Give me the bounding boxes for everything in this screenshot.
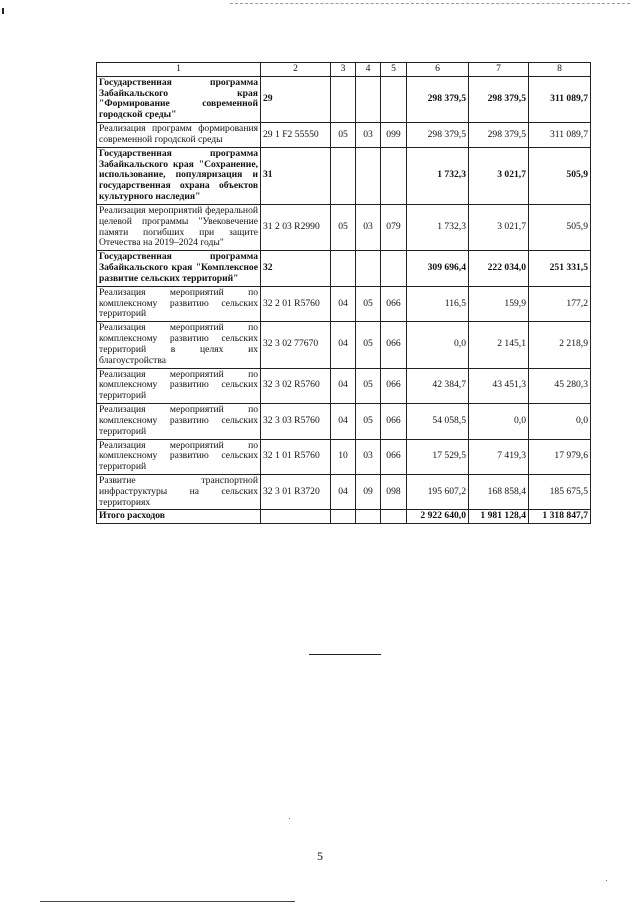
scan-top-line	[230, 3, 630, 4]
row-code: 29 1 F2 55550	[261, 123, 331, 148]
column-number-4: 4	[356, 63, 381, 77]
row-expense-type: 066	[381, 322, 407, 368]
total-value-6: 2 922 640,0	[407, 510, 469, 524]
row-code: 29	[261, 76, 331, 122]
row-code: 32	[261, 251, 331, 286]
row-value-6: 54 058,5	[407, 404, 469, 439]
row-value-7: 7 419,3	[469, 439, 529, 474]
row-name: Реализация мероприятий по комплексному развитию сельских территорий	[97, 404, 261, 439]
row-name: Развитие транспортной инфраструктуры на сельских территориях	[97, 474, 261, 509]
row-subsection: 05	[356, 322, 381, 368]
column-number-5: 5	[381, 63, 407, 77]
program-row	[97, 251, 591, 286]
row-value-8: 0,0	[529, 404, 591, 439]
row-section: 04	[331, 404, 356, 439]
row-subsection	[356, 251, 381, 286]
row-code: 32 3 01 R3720	[261, 474, 331, 509]
row-value-6: 0,0	[407, 322, 469, 368]
row-value-6: 195 607,2	[407, 474, 469, 509]
row-value-8: 2 218,9	[529, 322, 591, 368]
row-expense-type: 066	[381, 286, 407, 321]
total-code	[261, 510, 331, 524]
row-code: 32 1 01 R5760	[261, 439, 331, 474]
row-value-7: 168 858,4	[469, 474, 529, 509]
total-section	[331, 510, 356, 524]
row-value-6: 309 696,4	[407, 251, 469, 286]
row-name: Государственная программа Забайкальского края "Формирование современной городской среды"	[97, 76, 261, 122]
row-value-6: 298 379,5	[407, 123, 469, 148]
row-value-6: 42 384,7	[407, 368, 469, 403]
row-section: 10	[331, 439, 356, 474]
total-value-8: 1 318 847,7	[529, 510, 591, 524]
row-name: Реализация мероприятий по комплексному развитию сельских территорий	[97, 286, 261, 321]
row-name: Реализация мероприятий федеральной целевой программы "Увековечение памяти погибших при защите Отечества на 2019–2024 годы"	[97, 204, 261, 250]
row-expense-type: 066	[381, 368, 407, 403]
table-row	[97, 123, 591, 148]
row-code: 31	[261, 147, 331, 204]
row-expense-type	[381, 251, 407, 286]
row-subsection: 05	[356, 404, 381, 439]
row-section	[331, 147, 356, 204]
column-number-row	[97, 63, 591, 77]
table-row	[97, 474, 591, 509]
row-expense-type: 066	[381, 439, 407, 474]
row-value-7: 298 379,5	[469, 76, 529, 122]
column-number-1: 1	[97, 63, 261, 77]
row-code: 31 2 03 R2990	[261, 204, 331, 250]
row-name: Реализация мероприятий по комплексному развитию сельских территорий	[97, 368, 261, 403]
row-expense-type: 099	[381, 123, 407, 148]
row-value-8: 505,9	[529, 147, 591, 204]
row-expense-type: 098	[381, 474, 407, 509]
row-name: Государственная программа Забайкальского края "Сохранение, использование, популяризация и государственная охрана объектов культурного наследия"	[97, 147, 261, 204]
row-section: 05	[331, 204, 356, 250]
table-row	[97, 286, 591, 321]
row-value-6: 1 732,3	[407, 204, 469, 250]
row-subsection: 03	[356, 439, 381, 474]
row-subsection: 09	[356, 474, 381, 509]
row-value-6: 1 732,3	[407, 147, 469, 204]
scan-corner-mark	[2, 8, 4, 14]
row-value-8: 45 280,3	[529, 368, 591, 403]
row-subsection	[356, 147, 381, 204]
table-row	[97, 204, 591, 250]
table-row	[97, 322, 591, 368]
program-row	[97, 76, 591, 122]
row-value-8: 311 089,7	[529, 123, 591, 148]
row-name: Реализация мероприятий по комплексному развитию сельских территорий в целях их благоустройства	[97, 322, 261, 368]
total-row	[97, 510, 591, 524]
row-code: 32 2 01 R5760	[261, 286, 331, 321]
row-section: 05	[331, 123, 356, 148]
total-expense-type	[381, 510, 407, 524]
row-subsection: 03	[356, 123, 381, 148]
row-value-6: 298 379,5	[407, 76, 469, 122]
scan-speck	[606, 880, 607, 881]
row-section: 04	[331, 474, 356, 509]
total-label: Итого расходов	[97, 510, 261, 524]
row-value-6: 17 529,5	[407, 439, 469, 474]
row-name: Реализация программ формирования современной городской среды	[97, 123, 261, 148]
row-value-8: 17 979,6	[529, 439, 591, 474]
row-value-8: 177,2	[529, 286, 591, 321]
table-row	[97, 368, 591, 403]
scan-speck	[289, 818, 290, 819]
row-value-7: 3 021,7	[469, 147, 529, 204]
row-subsection: 05	[356, 286, 381, 321]
row-value-8: 251 331,5	[529, 251, 591, 286]
table-row	[97, 404, 591, 439]
row-value-7: 0,0	[469, 404, 529, 439]
row-name: Реализация мероприятий по комплексному развитию сельских территорий	[97, 439, 261, 474]
row-expense-type: 066	[381, 404, 407, 439]
row-name: Государственная программа Забайкальского края "Комплексное развитие сельских территорий"	[97, 251, 261, 286]
row-subsection	[356, 76, 381, 122]
row-code: 32 3 02 77670	[261, 322, 331, 368]
bottom-scan-rule	[40, 901, 295, 902]
row-expense-type: 079	[381, 204, 407, 250]
table-row	[97, 439, 591, 474]
row-section	[331, 251, 356, 286]
row-section	[331, 76, 356, 122]
column-number-8: 8	[529, 63, 591, 77]
total-value-7: 1 981 128,4	[469, 510, 529, 524]
row-value-7: 43 451,3	[469, 368, 529, 403]
column-number-7: 7	[469, 63, 529, 77]
end-divider-line	[309, 654, 381, 655]
budget-table-body	[97, 63, 591, 524]
row-value-7: 222 034,0	[469, 251, 529, 286]
column-number-3: 3	[331, 63, 356, 77]
row-expense-type	[381, 147, 407, 204]
row-value-8: 311 089,7	[529, 76, 591, 122]
row-value-7: 298 379,5	[469, 123, 529, 148]
row-subsection: 05	[356, 368, 381, 403]
row-value-8: 185 675,5	[529, 474, 591, 509]
column-number-2: 2	[261, 63, 331, 77]
row-section: 04	[331, 286, 356, 321]
row-code: 32 3 02 R5760	[261, 368, 331, 403]
column-number-6: 6	[407, 63, 469, 77]
row-value-7: 3 021,7	[469, 204, 529, 250]
program-row	[97, 147, 591, 204]
total-subsection	[356, 510, 381, 524]
row-section: 04	[331, 322, 356, 368]
row-expense-type	[381, 76, 407, 122]
row-value-7: 2 145,1	[469, 322, 529, 368]
row-section: 04	[331, 368, 356, 403]
page-number: 5	[317, 849, 323, 863]
row-value-7: 159,9	[469, 286, 529, 321]
row-subsection: 03	[356, 204, 381, 250]
row-code: 32 3 03 R5760	[261, 404, 331, 439]
row-value-8: 505,9	[529, 204, 591, 250]
row-value-6: 116,5	[407, 286, 469, 321]
budget-table	[96, 62, 591, 524]
